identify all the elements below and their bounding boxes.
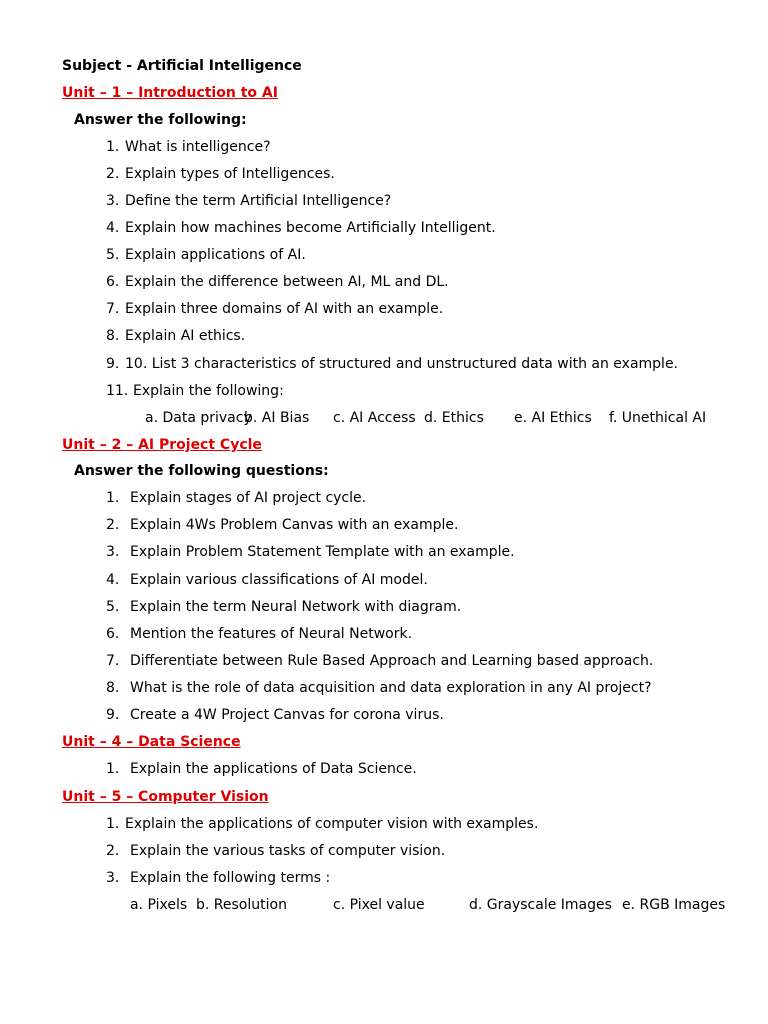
item-number: 4. bbox=[106, 220, 120, 236]
list-item bbox=[106, 652, 653, 670]
item-number: 8. bbox=[106, 680, 120, 696]
subject-title: Subject - Artificial Intelligence bbox=[62, 58, 302, 74]
item-number: 7. bbox=[106, 301, 120, 317]
item-text: Create a 4W Project Canvas for corona virus. bbox=[130, 707, 444, 723]
item-text: Explain the applications of computer vision with examples. bbox=[125, 816, 539, 832]
item-text: Define the term Artificial Intelligence? bbox=[125, 193, 392, 209]
item-text: Explain Problem Statement Template with an example. bbox=[130, 544, 515, 560]
item-number: 6. bbox=[106, 274, 120, 290]
item-text: 10. List 3 characteristics of structured and unstructured data with an example. bbox=[125, 356, 679, 372]
list-item bbox=[106, 246, 306, 264]
item-number: 9. bbox=[106, 356, 120, 372]
list-item bbox=[106, 192, 391, 210]
unit-2-title: Unit – 2 – AI Project Cycle bbox=[62, 437, 262, 453]
unit-5-title: Unit – 5 – Computer Vision bbox=[62, 789, 269, 805]
list-item bbox=[106, 842, 445, 860]
list-item bbox=[106, 571, 428, 589]
sub-item: f. Unethical AI bbox=[609, 410, 707, 426]
list-item bbox=[106, 219, 496, 237]
item-number: 6. bbox=[106, 626, 120, 642]
sub-item: c. AI Access bbox=[333, 410, 416, 426]
item-text: Explain 4Ws Problem Canvas with an example. bbox=[130, 517, 459, 533]
item-text: Explain AI ethics. bbox=[125, 328, 246, 344]
item-number: 1. bbox=[106, 761, 120, 777]
item-number: 1. bbox=[106, 139, 120, 155]
list-item bbox=[106, 706, 444, 724]
list-item bbox=[106, 300, 443, 318]
list-item bbox=[106, 869, 330, 887]
list-item bbox=[106, 382, 284, 400]
item-text: Explain how machines become Artificially Intelligent. bbox=[125, 220, 496, 236]
item-text: Explain three domains of AI with an example. bbox=[125, 301, 444, 317]
unit-1-heading: Answer the following: bbox=[74, 112, 247, 128]
item-number: 1. bbox=[106, 490, 120, 506]
sub-item: e. RGB Images bbox=[622, 897, 726, 913]
item-number: 8. bbox=[106, 328, 120, 344]
item-text: Mention the features of Neural Network. bbox=[130, 626, 413, 642]
item-text: What is the role of data acquisition and data exploration in any AI project? bbox=[130, 680, 652, 696]
item-number: 3. bbox=[106, 544, 120, 560]
item-text: Explain the various tasks of computer vision. bbox=[130, 843, 446, 859]
item-number: 5. bbox=[106, 247, 120, 263]
list-item bbox=[106, 138, 271, 156]
item-number: 3. bbox=[106, 193, 120, 209]
list-item bbox=[106, 165, 335, 183]
sub-item: d. Ethics bbox=[424, 410, 484, 426]
unit-1-title: Unit – 1 – Introduction to AI bbox=[62, 85, 278, 101]
unit-2-heading: Answer the following questions: bbox=[74, 463, 329, 479]
item-text: Explain stages of AI project cycle. bbox=[130, 490, 367, 506]
item-number: 11. bbox=[106, 383, 129, 399]
sub-item: b. AI Bias bbox=[244, 410, 310, 426]
item-number: 9. bbox=[106, 707, 120, 723]
sub-item: d. Grayscale Images bbox=[469, 897, 612, 913]
list-item bbox=[106, 543, 515, 561]
item-text: Explain applications of AI. bbox=[125, 247, 306, 263]
item-text: Explain the term Neural Network with diagram. bbox=[130, 599, 462, 615]
item-number: 1. bbox=[106, 816, 120, 832]
unit-4-title: Unit – 4 – Data Science bbox=[62, 734, 241, 750]
list-item bbox=[106, 489, 366, 507]
item-text: Explain various classifications of AI model. bbox=[130, 572, 428, 588]
sub-item: a. Pixels bbox=[130, 897, 188, 913]
list-item bbox=[106, 598, 461, 616]
item-number: 5. bbox=[106, 599, 120, 615]
item-text: Explain types of Intelligences. bbox=[125, 166, 335, 182]
item-number: 7. bbox=[106, 653, 120, 669]
item-text: Explain the difference between AI, ML and DL. bbox=[125, 274, 449, 290]
list-item bbox=[106, 679, 652, 697]
item-text: Explain the applications of Data Science. bbox=[130, 761, 417, 777]
list-item bbox=[106, 355, 678, 373]
list-item bbox=[106, 625, 412, 643]
item-text: Differentiate between Rule Based Approach and Learning based approach. bbox=[130, 653, 654, 669]
list-item bbox=[106, 516, 458, 534]
list-item bbox=[106, 815, 538, 833]
item-number: 3. bbox=[106, 870, 120, 886]
list-item bbox=[106, 273, 449, 291]
list-item bbox=[106, 760, 417, 778]
sub-item: c. Pixel value bbox=[333, 897, 425, 913]
item-number: 2. bbox=[106, 166, 120, 182]
sub-item: e. AI Ethics bbox=[514, 410, 592, 426]
item-text: What is intelligence? bbox=[125, 139, 271, 155]
item-text: Explain the following terms : bbox=[130, 870, 331, 886]
sub-item: b. Resolution bbox=[196, 897, 287, 913]
list-item bbox=[106, 327, 245, 345]
item-text: Explain the following: bbox=[133, 383, 284, 399]
item-number: 2. bbox=[106, 517, 120, 533]
sub-item: a. Data privacy bbox=[145, 410, 252, 426]
item-number: 4. bbox=[106, 572, 120, 588]
item-number: 2. bbox=[106, 843, 120, 859]
